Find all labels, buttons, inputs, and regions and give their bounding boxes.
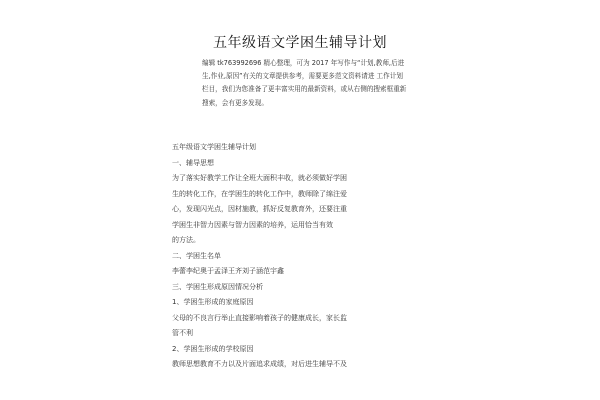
body-line: 的方法。 <box>172 236 200 244</box>
subsection-heading: 2、学困生形成的学校原因 <box>172 344 254 353</box>
section-heading: 三、学困生形成原因情况分析 <box>172 282 263 291</box>
section-heading: 一、辅导思想 <box>172 158 214 167</box>
body-line: 管不利 <box>172 329 193 337</box>
subsection-heading: 1、学困生形成的家庭原因 <box>172 298 254 306</box>
body-line: 李蕾李纪奥于孟泽王齐刘子涵范宇鑫 <box>172 267 284 275</box>
body-line: 五年级语文学困生辅导计划 <box>172 143 256 151</box>
body-line: 教师思想教育不力以及片面追求成绩，对后进生辅导不及 <box>172 360 347 368</box>
intro-paragraph: 编辑 tk763992696 精心整理，可为 2017 年写作与“计划,教师,后进生,作业,原因”有关的文章提供参考，需要更多范文资料请进 工作计划 栏目，我们为您准备了更丰富实用的最新资料，或从右侧的搜索框重新搜索，会有更多发现。 <box>202 59 407 107</box>
body-line: 心，发现闪光点，因材施教，抓好反复教育外，还要注重 <box>172 205 347 213</box>
body-line: 为了落实好教学工作让全班大面积丰收，就必须做好学困 <box>172 174 347 182</box>
body-line: 生的转化工作，在学困生的转化工作中，教师除了绵注爱 <box>172 189 347 198</box>
document-title: 五年级语文学困生辅导计划 <box>213 35 387 51</box>
body-line: 父母的不良言行举止直接影响着孩子的健康成长，家长监 <box>172 313 347 322</box>
body-text <box>172 140 410 373</box>
section-heading: 二、学困生名单 <box>172 251 221 260</box>
body-line: 学困生非智力因素与智力因素的培养，运用恰当有效 <box>172 220 333 229</box>
